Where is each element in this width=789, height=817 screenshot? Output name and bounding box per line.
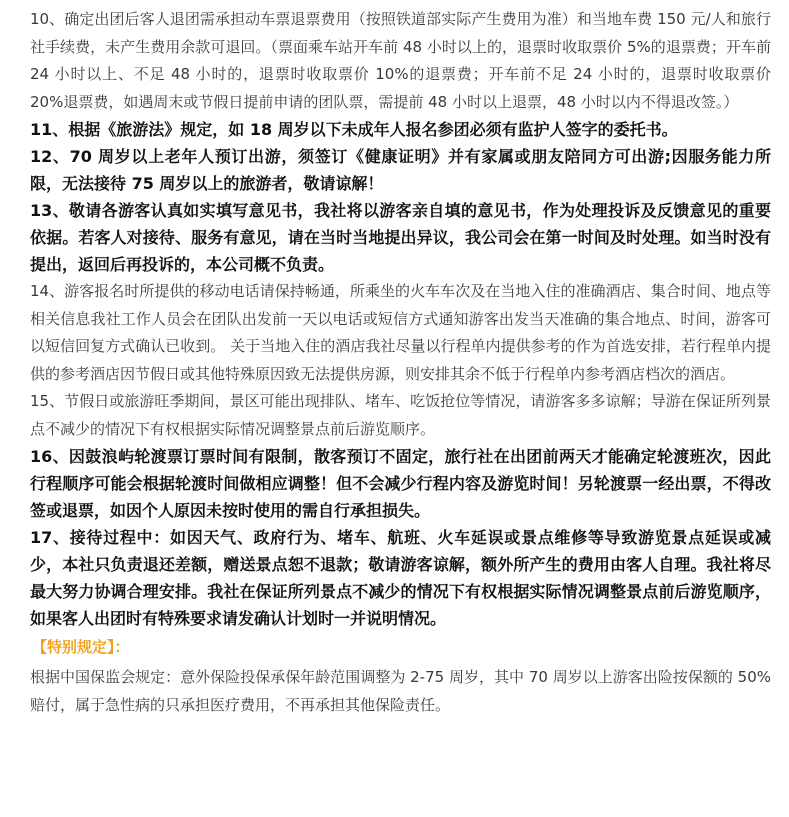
- item-15-peak-season: 15、节假日或旅游旺季期间，景区可能出现排队、堵车、吃饭抢位等情况，请游客多多谅解；导游在保证所列景点不减少的情况下有权根据实际情况调整景点前后游览顺序。: [30, 392, 771, 438]
- special-rules-text: 根据中国保监会规定：意外保险投保承保年龄范围调整为 2-75 周岁，其中 70 周岁以上游客出险按保额的 50%赔付，属于急性病的只承担医疗费用，不再承担其他保险责任。: [30, 668, 771, 714]
- item-14-contact-hotel: 14、游客报名时所提供的移动电话请保持畅通，所乘坐的火车车次及在当地入住的准确酒店、集合时间、地点等相关信息我社工作人员会在团队出发前一天以电话或短信方式通知游客出发当天准确的集合地点、时间，游客可以短信回复方式确认已收到。 关于当地入住的酒店我社尽量以行程单内提供参考的作为首选安排，若行程单内提供的参考酒店因节假日或其他特殊原因致无法提供房源，则安排其余不低于行程单内参考酒店档次的酒店。: [30, 282, 771, 383]
- item-16-ferry-tickets: 16、因鼓浪屿轮渡票订票时间有限制，散客预订不固定，旅行社在出团前两天才能确定轮渡班次，因此行程顺序可能会根据轮渡时间做相应调整！但不会减少行程内容及游览时间！另轮渡票一经出票，不得改签或退票，如因个人原因未按时使用的需自行承担损失。: [30, 447, 771, 520]
- item-11-minor-consent: 11、根据《旅游法》规定，如 18 周岁以下未成年人报名参团必须有监护人签字的委托书。: [30, 120, 678, 139]
- item-10-refund-policy: 10、确定出团后客人退团需承担动车票退票费用（按照铁道部实际产生费用为准）和当地车费 150 元/人和旅行社手续费，未产生费用余款可退回。（票面乘车站开车前 48 小时以上的，退票时收取票价 5%的退票费；开车前 24 小时以上、不足 48 小时的，退票时收取票价 10%的退票费；开车前不足 24 小时的，退票时收取票价 20%退票费，如遇周末或节假日提前申请的团队票，需提前 48 小时以上退票，48 小时以内不得退改签。）: [30, 10, 771, 111]
- item-17-reception-changes: 17、接待过程中：如因天气、政府行为、堵车、航班、火车延误或景点维修等导致游览景点延误或减少，本社只负责退还差额，赠送景点恕不退款；敬请游客谅解，额外所产生的费用由客人自理。我社将尽最大努力协调合理安排。我社在保证所列景点不减少的情况下有权根据实际情况调整景点前后游览顺序，如果客人出团时有特殊要求请发确认计划时一并说明情况。: [30, 528, 771, 628]
- special-rules-heading: 【特别规定】：: [32, 638, 130, 656]
- item-13-feedback-form: 13、敬请各游客认真如实填写意见书，我社将以游客亲自填的意见书，作为处理投诉及反馈意见的重要依据。若客人对接待、服务有意见，请在当时当地提出异议，我公司会在第一时间及时处理。如当时没有提出，返回后再投诉的，本公司概不负责。: [30, 201, 771, 274]
- item-12-elderly-health: 12、70 周岁以上老年人预订出游，须签订《健康证明》并有家属或朋友陪同方可出游;因服务能力所限，无法接待 75 周岁以上的旅游者，敬请谅解！: [30, 147, 771, 193]
